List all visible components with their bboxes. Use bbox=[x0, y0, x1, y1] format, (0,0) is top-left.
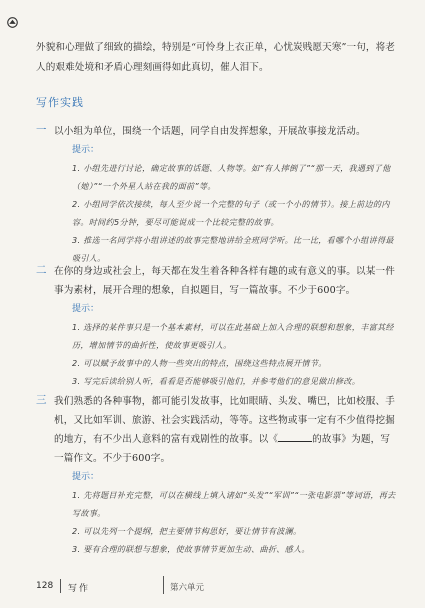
book-emblem-icon bbox=[7, 17, 18, 28]
task-number: 二 bbox=[36, 264, 47, 276]
tip-item: 1. 先将题目补充完整，可以在横线上填入诸如“头发”“军训”“一张电影票”等词语，再去写故事。 bbox=[72, 490, 396, 518]
task-number: 三 bbox=[36, 394, 47, 406]
tip-label: 提示： bbox=[72, 472, 100, 482]
page-footer bbox=[36, 579, 398, 595]
tip-label: 提示： bbox=[72, 145, 100, 155]
tip-item: 2. 可以先列一个提纲，把主要情节构思好，要让情节有波澜。 bbox=[72, 526, 302, 536]
footer-section: 写作 bbox=[68, 584, 91, 594]
tip-item: 1. 小组先进行讨论，确定故事的话题、人物等。如“有人摔倒了”“那一天，我遇到了他（她）”“一个外星人站在我的面前”等。 bbox=[72, 163, 391, 191]
tip-item: 3. 推选一名同学将小组讲述的故事完整地讲给全班同学听。比一比，看哪个小组讲得最吸引人。 bbox=[72, 235, 394, 263]
tip-item: 2. 小组同学依次接续，每人至少说一个完整的句子（或一个小的情节）。接上前边的内容。时间约5分钟，要尽可能说成一个比较完整的故事。 bbox=[72, 199, 390, 227]
page-number: 128 bbox=[36, 581, 54, 591]
tip-item: 2. 可以赋予故事中的人物一些突出的特点，围绕这些特点展开情节。 bbox=[72, 358, 327, 368]
footer-divider bbox=[60, 579, 61, 593]
task-3 bbox=[36, 392, 398, 558]
footer-divider bbox=[163, 576, 164, 594]
task-1 bbox=[36, 122, 398, 267]
tip-item: 3. 写完后读给别人听，看看是否能够吸引他们，并参考他们的意见做出修改。 bbox=[72, 376, 361, 386]
tip-item: 3. 要有合理的联想与想象，使故事情节更加生动、曲折、感人。 bbox=[72, 544, 310, 554]
task-number: 一 bbox=[36, 124, 47, 136]
task-text: 以小组为单位，围绕一个话题，同学自由发挥想象，开展故事接龙活动。 bbox=[54, 126, 366, 137]
task-text: 在你的身边或社会上，每天都在发生着各种各样有趣的或有意义的事。以某一件事为素材，展开合理的想象，自拟题目，写一篇故事。不少于600字。 bbox=[54, 266, 396, 296]
tip-item: 1. 选择的某件事只是一个基本素材，可以在此基础上加入合理的联想和想象，丰富其经历，增加情节的曲折性，使故事更吸引人。 bbox=[72, 322, 394, 350]
tip-label: 提示： bbox=[72, 304, 100, 314]
footer-unit: 第六单元 bbox=[170, 583, 205, 593]
task-2 bbox=[36, 262, 398, 390]
section-title: 写作实践 bbox=[36, 96, 84, 109]
intro-paragraph: 外貌和心理做了细致的描绘，特别是“可怜身上衣正单，心忧炭贱愿天寒”一句，将老人的艰难处境和矛盾心理刻画得如此真切，催人泪下。 bbox=[36, 42, 395, 73]
fill-in-blank-line bbox=[278, 430, 312, 442]
task-text: 我们熟悉的各种事物，都可能引发故事，比如眼睛、头发、嘴巴，比如校服、手机，又比如军训、旅游、社会实践活动，等等。这些物或事一定有不少值得挖掘的地方，有不少出人意料的富有戏剧性的故事。以《 的故事》为题，写一篇作文。不少于600字。 bbox=[54, 396, 396, 464]
